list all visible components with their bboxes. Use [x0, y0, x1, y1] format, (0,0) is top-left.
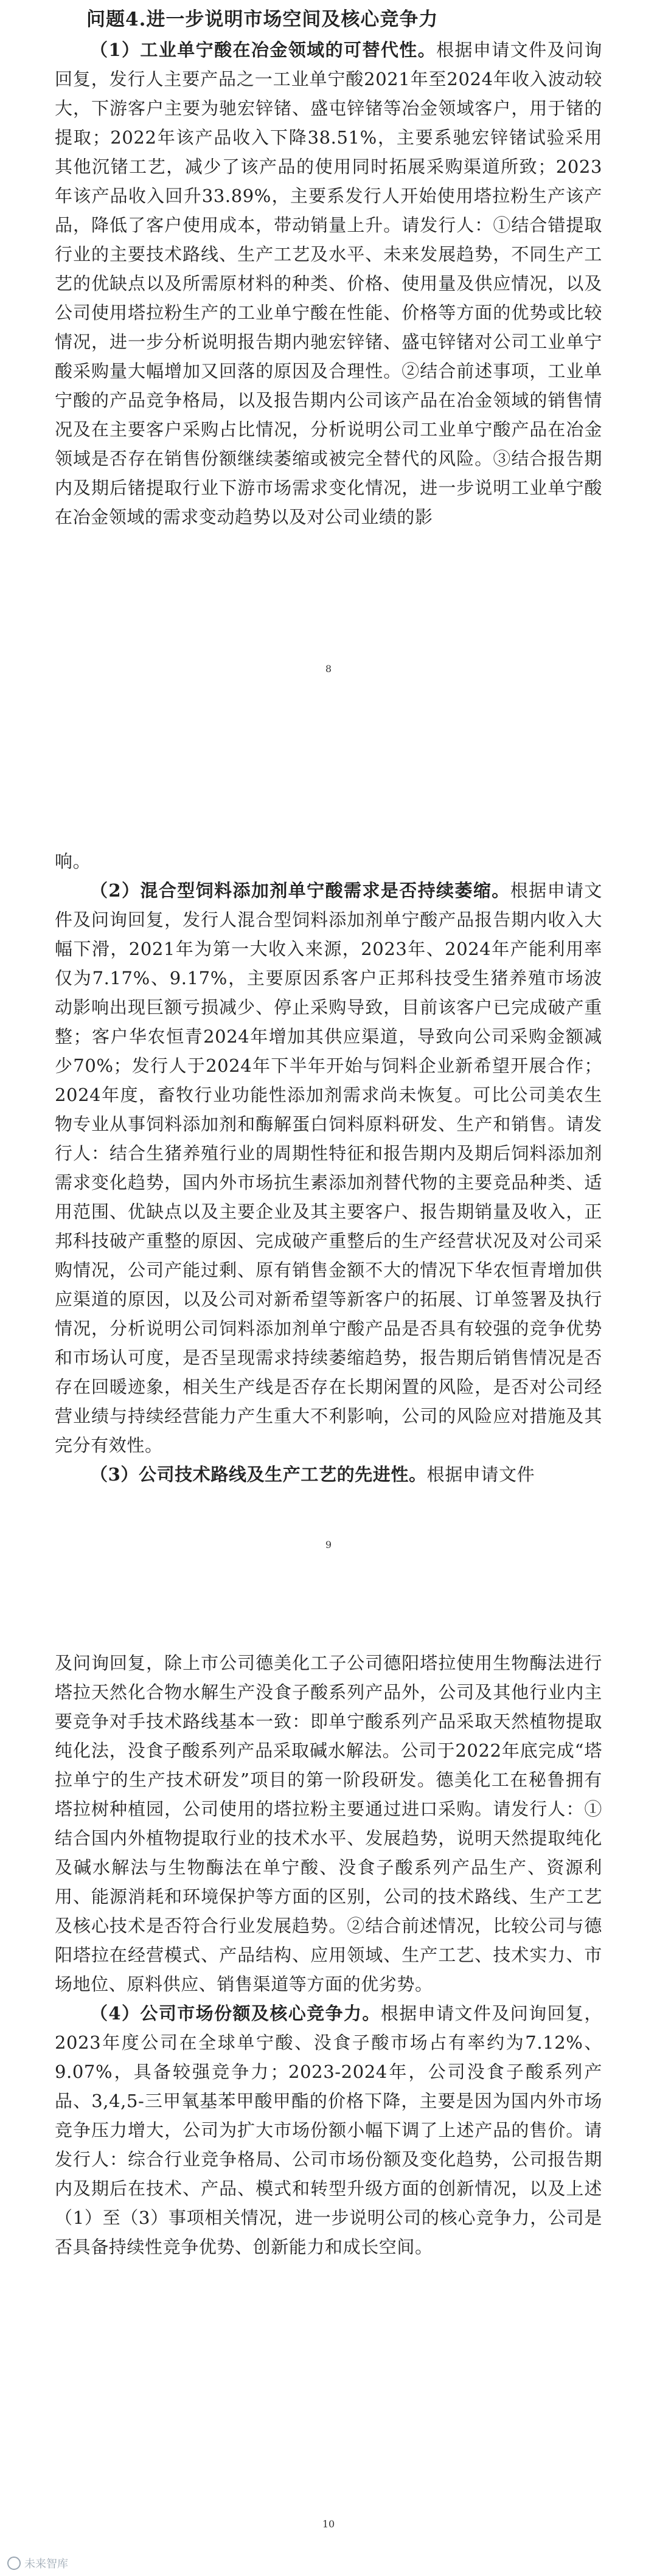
section-2-text: 根据申请文件及问询回复，发行人混合型饲料添加剂单宁酸产品报告期内收入大幅下滑，2021年为第一大收入来源，2023年、2024年产能利用率仅为7.17%、9.17%，主要原因系客户正邦科技受生猪养殖市场波动影响出现巨额亏损减少、停止采购导致，目前该客户已完成破产重整；客户华农恒青2024年增加其供应渠道，导致向公司采购金额减少70%；发行人于2024年下半年开始与饲料企业新希望开展合作；2024年度，畜牧行业功能性添加剂需求尚未恢复。可比公司美农生物专业从事饲料添加剂和酶解蛋白饲料原料研发、生产和销售。请发行人：结合生猪养殖行业的周期性特征和报告期内及期后饲料添加剂需求变化趋势，国内外市场抗生素添加剂替代物的主要竞品种类、适用范围、优缺点以及主要企业及其主要客户、报告期销量及收入，正邦科技破产重整的原因、完成破产重整后的生产经营状况及对公司采购情况，公司产能过剩、原有销售金额不大的情况下华农恒青增加供应渠道的原因，以及公司对新希望等新客户的拓展、订单签署及执行情况，分析说明公司饲料添加剂单宁酸产品是否具有较强的竞争优势和市场认可度，是否呈现需求持续萎缩趋势，报告期后销售情况是否存在回暖迹象，相关生产线是否存在长期闲置的风险，是否对公司经营业绩与持续经营能力产生重大不利影响，公司的风险应对措施及其完分有效性。 [55, 880, 602, 1456]
section-2-heading: （2）混合型饲料添加剂单宁酸需求是否持续萎缩。 [90, 880, 510, 901]
section-1-text: 根据申请文件及问询回复，发行人主要产品之一工业单宁酸2021年至2024年收入波动较大，下游客户主要为驰宏锌锗、盛屯锌锗等冶金领域客户，用于锗的提取；2022年该产品收入下降38.51%，主要系驰宏锌锗试验采用其他沉锗工艺，减少了该产品的使用同时拓展采购渠道所致；2023年该产品收入回升33.89%，主要系发行人开始使用塔拉粉生产该产品，降低了客户使用成本，带动销量上升。请发行人：①结合错提取行业的主要技术路线、生产工艺及水平、未来发展趋势，不同生产工艺的优缺点以及所需原材料的种类、价格、使用量及供应情况，以及公司使用塔拉粉生产的工业单宁酸在性能、价格等方面的优势或比较情况，进一步分析说明报告期内驰宏锌锗、盛屯锌锗对公司工业单宁酸采购量大幅增加又回落的原因及合理性。②结合前述事项，工业单宁酸的产品竞争格局，以及报告期内公司该产品在冶金领域的销售情况及在主要客户采购占比情况，分析说明公司工业单宁酸产品在冶金领域是否存在销售份额继续萎缩或被完全替代的风险。③结合报告期内及期后锗提取行业下游市场需求变化情况，进一步说明工业单宁酸在冶金领域的需求变动趋势以及对公司业绩的影 [55, 40, 602, 527]
section-3-heading: （3）公司技术路线及生产工艺的先进性。 [90, 1464, 427, 1485]
section-2-paragraph [55, 876, 602, 1460]
page-number: 9 [325, 1539, 332, 1550]
section-3-continuation: 及问询回复，除上市公司德美化工子公司德阳塔拉使用生物酶法进行塔拉天然化合物水解生产没食子酸系列产品外，公司及其他行业内主要竞争对手技术路线基本一致：即单宁酸系列产品采取天然植物提取纯化法，没食子酸系列产品采取碱水解法。公司于2022年底完成“塔拉单宁的生产技术研发”项目的第一阶段研发。德美化工在秘鲁拥有塔拉树种植园，公司使用的塔拉粉主要通过进口采购。请发行人：①结合国内外植物提取行业的技术水平、发展趋势，说明天然提取纯化及碱水解法与生物酶法在单宁酸、没食子酸系列产品生产、资源利用、能源消耗和环境保护等方面的区别，公司的技术路线、生产工艺及核心技术是否符合行业发展趋势。②结合前述情况，比较公司与德阳塔拉在经营模式、产品结构、应用领域、生产工艺、技术实力、市场地位、原料供应、销售渠道等方面的优劣势。 [55, 1653, 602, 1994]
document-page-9 [0, 791, 657, 1581]
question-title: 问题4.进一步说明市场空间及核心竞争力 [86, 9, 439, 30]
section-1-paragraph [55, 35, 602, 532]
page-number: 8 [325, 663, 332, 675]
watermark [7, 2555, 68, 2571]
section-1-heading: （1）工业单宁酸在冶金领域的可替代性。 [90, 40, 437, 60]
document-page-10 [0, 1636, 657, 2576]
watermark-label: 未来智库 [24, 2558, 68, 2571]
section-4-text: 根据申请文件及问询回复，2023年度公司在全球单宁酸、没食子酸市场占有率约为7.12%、9.07%，具备较强竞争力；2023-2024年，公司没食子酸系列产品、3,4,5-三甲氧基苯甲酸甲酯的价格下降，主要是因为国内外市场竞争压力增大，公司为扩大市场份额小幅下调了上述产品的售价。请发行人：综合行业竞争格局、公司市场份额及变化趋势，公司报告期内及期后在技术、产品、模式和转型升级方面的创新情况，以及上述（1）至（3）事项相关情况，进一步说明公司的核心竞争力，公司是否具备持续性竞争优势、创新能力和成长空间。 [55, 2003, 602, 2257]
watermark-logo-icon [7, 2557, 21, 2570]
page-number: 10 [322, 2518, 335, 2530]
section-4-heading: （4）公司市场份额及核心竞争力。 [90, 2003, 381, 2024]
section-1-continuation: 响。 [55, 851, 91, 872]
section-4-paragraph [55, 1999, 602, 2262]
section-3-text-start: 根据申请文件 [426, 1464, 535, 1485]
section-3-paragraph-start [55, 1460, 602, 1489]
document-page-8 [0, 0, 657, 730]
